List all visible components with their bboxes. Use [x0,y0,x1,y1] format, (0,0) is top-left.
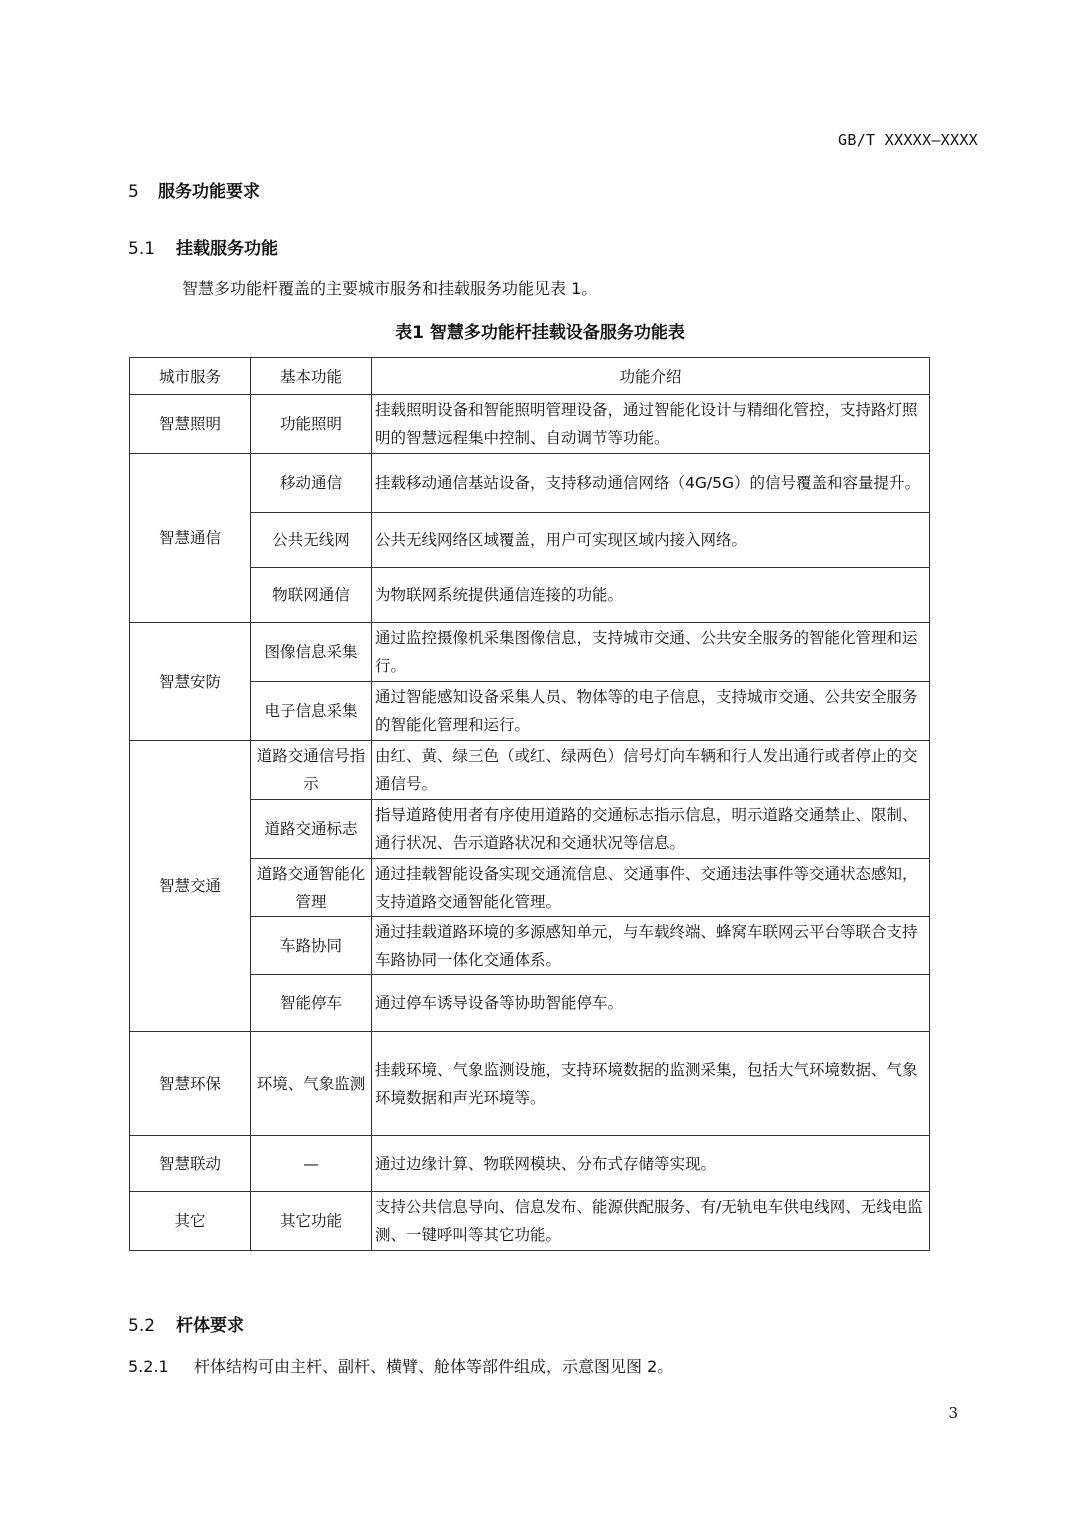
function-cell: 智能停车 [251,975,372,1032]
function-cell: 功能照明 [251,395,372,454]
function-cell: 公共无线网 [251,513,372,568]
clause-number: 5.2.1 [128,1357,169,1376]
description-cell: 挂载照明设备和智能照明管理设备，通过智能化设计与精细化管控，支持路灯照明的智慧远程集中控制、自动调节等功能。 [372,395,930,454]
table-row [130,1032,930,1136]
function-cell: 道路交通智能化管理 [251,859,372,917]
description-cell: 通过挂载智能设备实现交通流信息、交通事件、交通违法事件等交通状态感知，支持道路交通智能化管理。 [372,859,930,917]
header-basic-function: 基本功能 [251,358,372,395]
description-cell: 挂载移动通信基站设备，支持移动通信网络（4G/5G）的信号覆盖和容量提升。 [372,454,930,513]
description-cell: 通过边缘计算、物联网模块、分布式存储等实现。 [372,1136,930,1192]
function-cell: 图像信息采集 [251,623,372,682]
header-function-description: 功能介绍 [372,358,930,395]
section-number: 5 [128,182,139,202]
section-5-2-heading [128,1311,244,1336]
clause-5-2-1 [128,1354,673,1377]
table-row [130,395,930,454]
section-title: 杆体要求 [176,1316,244,1336]
service-cell: 智慧安防 [130,623,251,741]
header-city-service: 城市服务 [130,358,251,395]
service-cell: 智慧交通 [130,741,251,1032]
section-title: 挂载服务功能 [176,239,278,259]
table-row [130,1192,930,1251]
function-cell: 其它功能 [251,1192,372,1251]
intro-paragraph: 智慧多功能杆覆盖的主要城市服务和挂载服务功能见表 1。 [182,279,598,298]
section-number: 5.2 [128,1316,156,1336]
description-cell: 通过停车诱导设备等协助智能停车。 [372,975,930,1032]
description-cell: 公共无线网络区域覆盖，用户可实现区域内接入网络。 [372,513,930,568]
description-cell: 指导道路使用者有序使用道路的交通标志指示信息，明示道路交通禁止、限制、通行状况、告示道路状况和交通状况等信息。 [372,800,930,859]
document-code: GB/T XXXXX—XXXX [838,131,978,149]
service-cell: 智慧通信 [130,454,251,623]
function-cell: 移动通信 [251,454,372,513]
description-cell: 通过智能感知设备采集人员、物体等的电子信息，支持城市交通、公共安全服务的智能化管理和运行。 [372,682,930,741]
function-cell: — [251,1136,372,1192]
function-cell: 车路协同 [251,917,372,975]
function-cell: 电子信息采集 [251,682,372,741]
table-row [130,454,930,513]
table-row [130,1136,930,1192]
page-number: 3 [948,1404,958,1422]
description-cell: 由红、黄、绿三色（或红、绿两色）信号灯向车辆和行人发出通行或者停止的交通信号。 [372,741,930,800]
table-header-row [130,358,930,395]
section-title: 服务功能要求 [158,182,260,202]
description-cell: 支持公共信息导向、信息发布、能源供配服务、有/无轨电车供电线网、无线电监测、一键呼叫等其它功能。 [372,1192,930,1251]
description-cell: 通过监控摄像机采集图像信息，支持城市交通、公共安全服务的智能化管理和运行。 [372,623,930,682]
section-5-1-heading [128,234,278,259]
description-cell: 为物联网系统提供通信连接的功能。 [372,568,930,623]
service-cell: 智慧照明 [130,395,251,454]
service-cell: 其它 [130,1192,251,1251]
table-row [130,623,930,682]
description-cell: 挂载环境、气象监测设施，支持环境数据的监测采集，包括大气环境数据、气象环境数据和声光环境等。 [372,1032,930,1136]
service-function-table [129,357,930,1251]
section-5-heading [128,177,260,202]
function-cell: 物联网通信 [251,568,372,623]
table-row [130,741,930,800]
function-cell: 环境、气象监测 [251,1032,372,1136]
table-caption: 表1 智慧多功能杆挂载设备服务功能表 [395,323,685,343]
function-cell: 道路交通标志 [251,800,372,859]
service-cell: 智慧联动 [130,1136,251,1192]
section-number: 5.1 [128,239,156,259]
function-cell: 道路交通信号指示 [251,741,372,800]
clause-text: 杆体结构可由主杆、副杆、横臂、舱体等部件组成，示意图见图 2。 [194,1357,674,1376]
description-cell: 通过挂载道路环境的多源感知单元，与车载终端、蜂窝车联网云平台等联合支持车路协同一体化交通体系。 [372,917,930,975]
service-cell: 智慧环保 [130,1032,251,1136]
